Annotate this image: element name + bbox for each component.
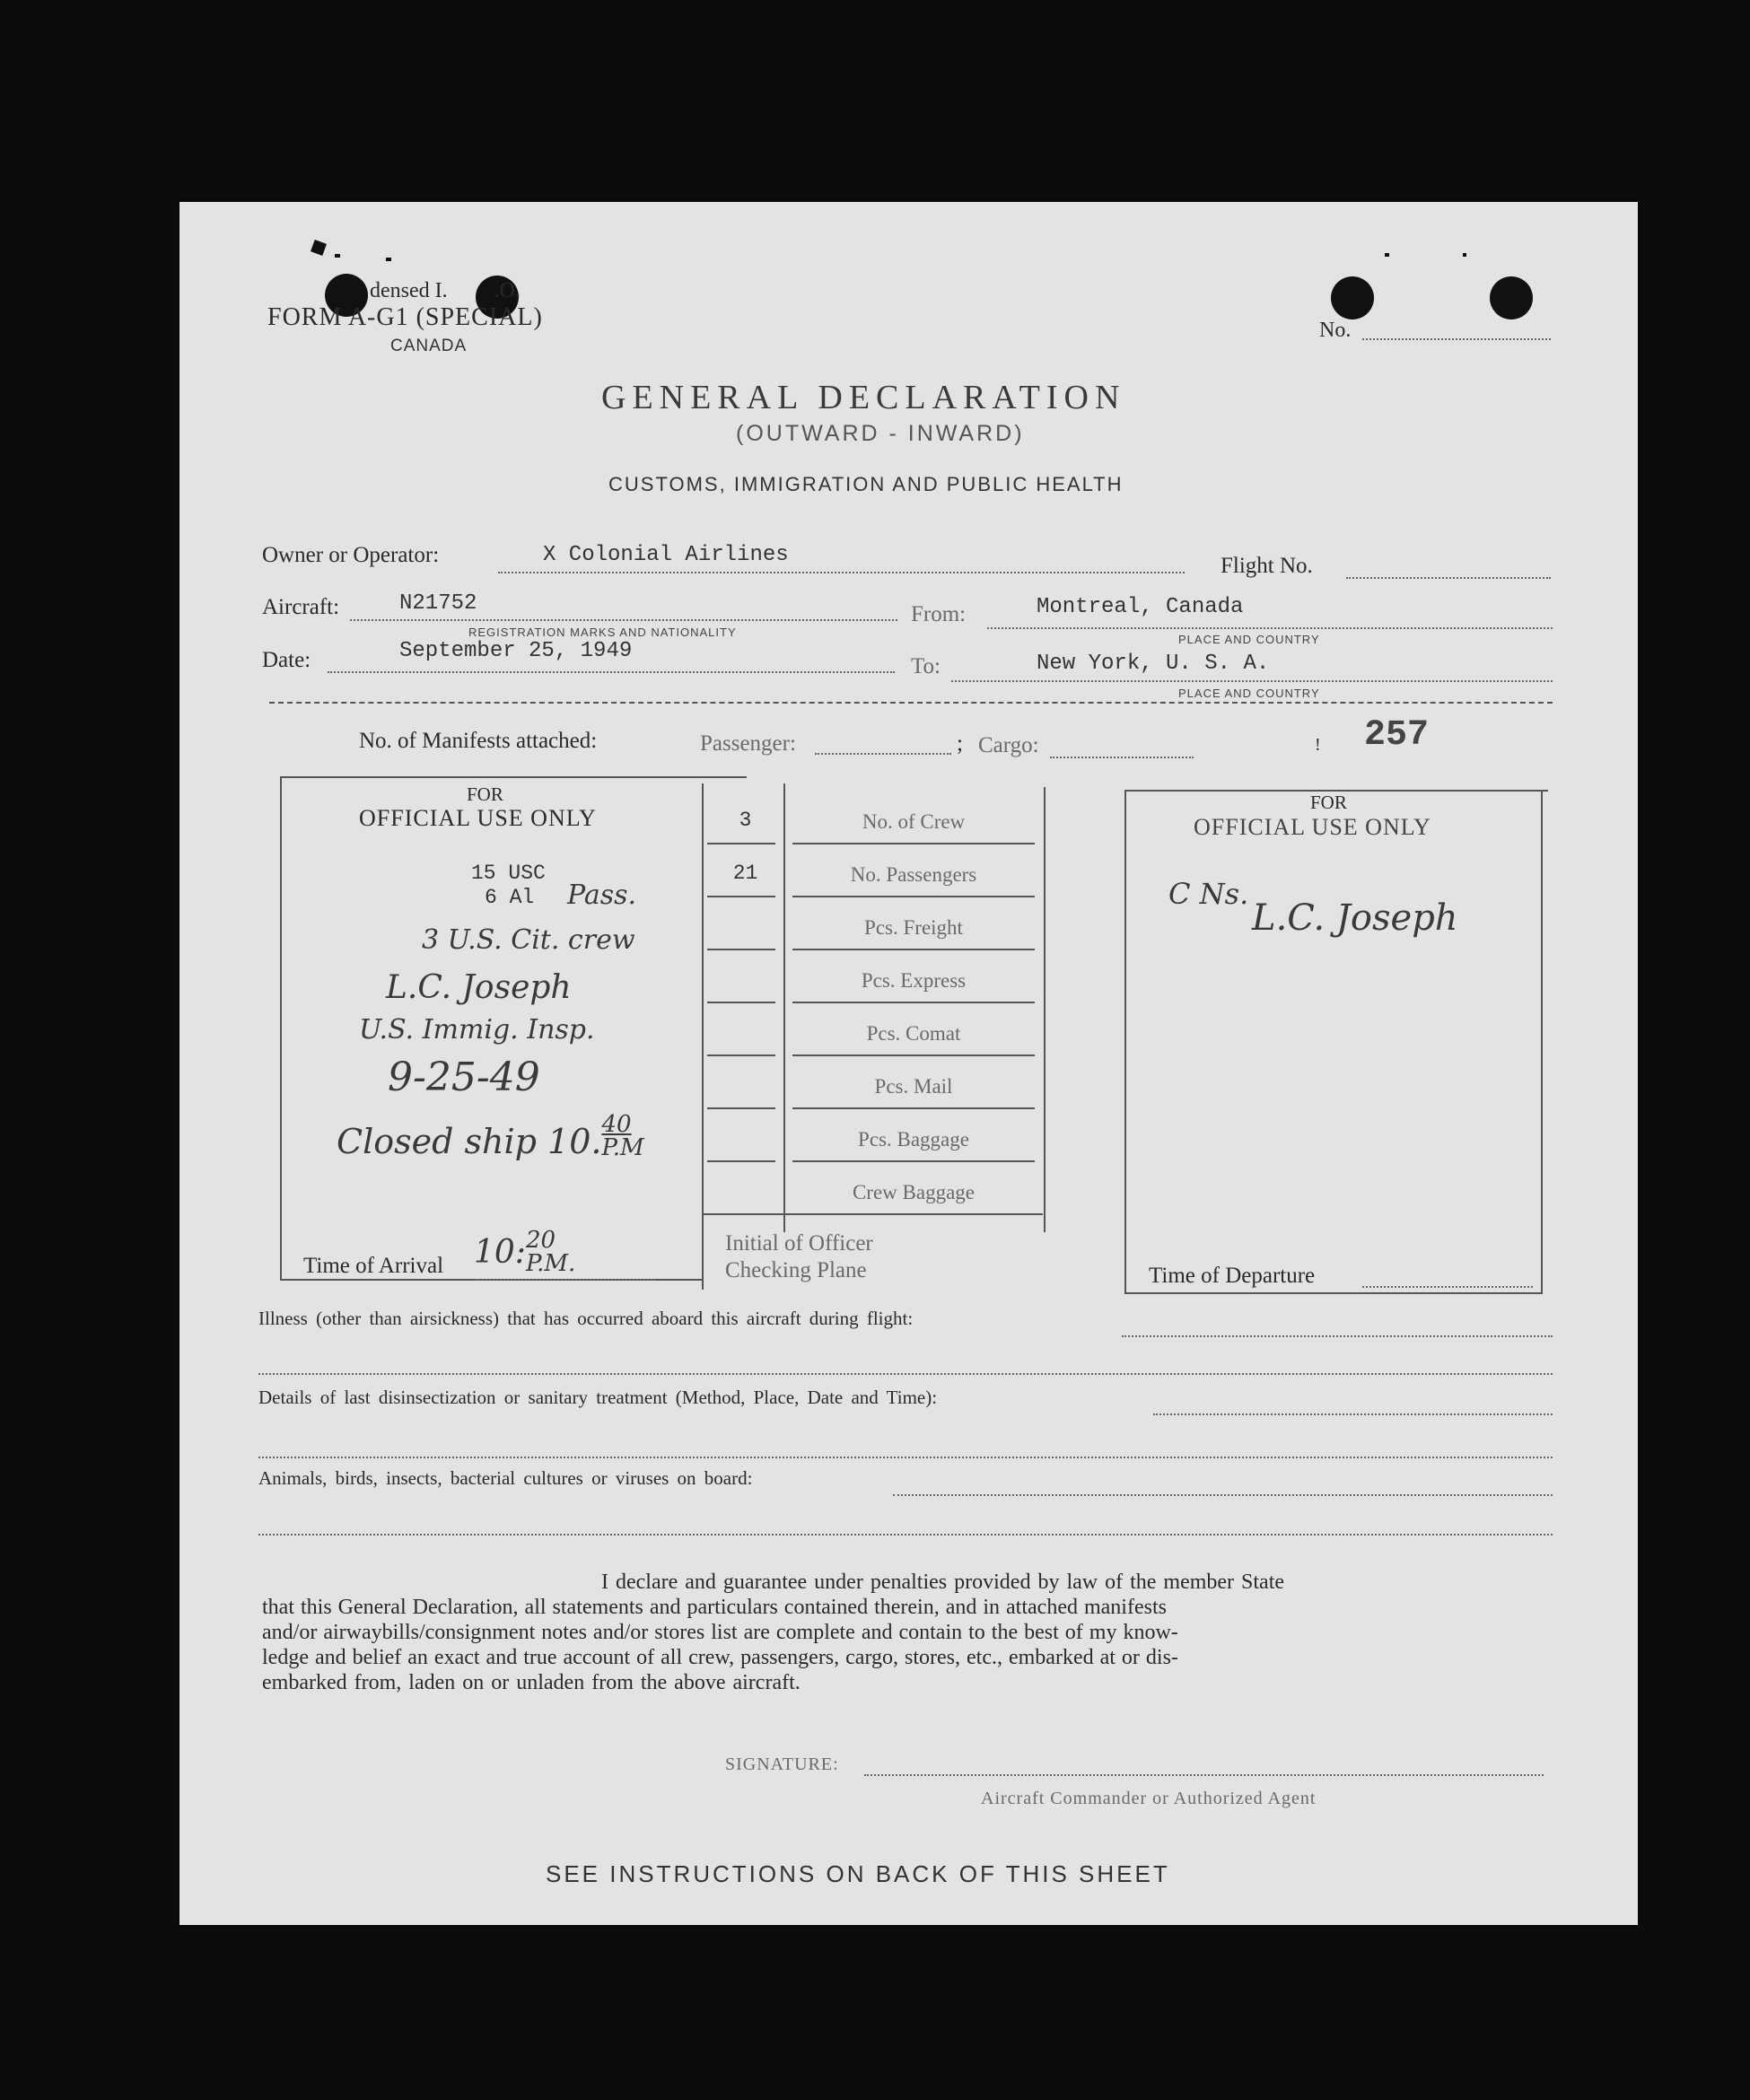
count-row: [707, 1073, 1044, 1126]
arrival-label: Time of Arrival: [303, 1254, 444, 1278]
arrival-ampm: P.M.: [525, 1250, 576, 1277]
section-divider: [269, 702, 1553, 704]
official-left-typed-2: 6 Al: [485, 886, 535, 909]
signature-label: SIGNATURE:: [725, 1754, 839, 1774]
passenger-manifest-field[interactable]: [815, 753, 951, 755]
signature-caption: Aircraft Commander or Authorized Agent: [981, 1789, 1317, 1808]
official-right-hand-1: C Ns.: [1168, 877, 1249, 911]
ink-speck: [1385, 253, 1389, 257]
count-row-rule: [792, 843, 1035, 844]
official-left-typed-1: 15 USC: [471, 862, 546, 885]
illness-label: Illness (other than airsickness) that has occurred aboard this aircraft during flight:: [258, 1308, 914, 1329]
count-value[interactable]: 3: [739, 809, 752, 832]
table-bottom-right: [1124, 1292, 1542, 1294]
to-label: To:: [911, 654, 941, 678]
animals-field[interactable]: [893, 1494, 1553, 1496]
official-left-hand-2: L.C. Joseph: [386, 969, 572, 1006]
stamp-number: 257: [1364, 715, 1430, 756]
count-row-rule: [707, 1002, 775, 1003]
form-code-line1: [370, 279, 521, 303]
closed-ship-text: Closed ship 10.: [337, 1122, 602, 1161]
count-row-rule: [707, 896, 775, 897]
form-code-text: densed I.: [370, 279, 448, 302]
count-row: [707, 1126, 1044, 1179]
manifest-separator: ;: [957, 731, 963, 756]
to-line: [951, 680, 1553, 682]
passenger-manifest-label: Passenger:: [700, 731, 796, 756]
counts-list: [707, 809, 1044, 1232]
count-label: No. of Crew: [862, 810, 966, 833]
count-label: Pcs. Baggage: [858, 1128, 969, 1151]
flight-field[interactable]: [1346, 577, 1551, 579]
table-right-edge: [1541, 790, 1543, 1294]
from-value[interactable]: Montreal, Canada: [1037, 595, 1244, 619]
declaration-line-3: and/or airwaybills/consignment notes and/or stores list are complete and contain to the best of my know-: [262, 1621, 1178, 1644]
count-row: [707, 967, 1044, 1020]
arrival-field: [476, 1279, 655, 1281]
arrival-hour: 10:: [474, 1234, 526, 1271]
count-row: [707, 1020, 1044, 1073]
form-number-field[interactable]: [1362, 338, 1551, 340]
form-code-text-b: .O.: [494, 279, 521, 302]
official-left-hand-5: [337, 1111, 644, 1161]
illness-field-2[interactable]: [258, 1373, 1553, 1375]
count-row-rule: [792, 1054, 1035, 1056]
official-right-hand-2: L.C. Joseph: [1252, 897, 1458, 939]
closed-ship-ampm: P.M: [601, 1134, 644, 1161]
from-caption: PLACE AND COUNTRY: [1178, 633, 1320, 646]
punch-hole: [1490, 276, 1533, 319]
manifests-label: No. of Manifests attached:: [359, 729, 598, 753]
count-row-rule: [707, 949, 775, 950]
count-row-rule: [792, 1002, 1035, 1003]
cargo-manifest-label: Cargo:: [978, 733, 1039, 757]
ink-speck: [1463, 253, 1466, 257]
count-label: No. Passengers: [850, 863, 977, 886]
signature-field[interactable]: [864, 1774, 1544, 1776]
departure-field[interactable]: [1362, 1286, 1533, 1288]
count-row: [707, 809, 1044, 862]
aircraft-value[interactable]: N21752: [399, 591, 477, 616]
count-row: [707, 862, 1044, 914]
count-label: Pcs. Express: [861, 969, 967, 992]
ink-speck: [335, 254, 340, 258]
count-row-rule: [707, 843, 775, 844]
declaration-line-5: embarked from, laden on or unladen from the above aircraft.: [262, 1671, 801, 1694]
declaration-line-2: that this General Declaration, all statements and particulars contained therein, and in attached manifests: [262, 1596, 1167, 1619]
count-row-rule: [792, 896, 1035, 897]
declaration-sheet: [179, 202, 1638, 1925]
disinsect-field[interactable]: [1153, 1413, 1553, 1415]
count-row-rule: [707, 1160, 775, 1162]
cargo-manifest-field[interactable]: [1050, 757, 1194, 758]
form-country: CANADA: [390, 337, 468, 355]
count-row: [707, 914, 1044, 967]
count-row-rule: [707, 1107, 775, 1109]
from-line: [987, 627, 1553, 629]
page-subtitle: (OUTWARD - INWARD): [736, 421, 1025, 446]
count-row: [707, 1179, 1044, 1232]
declaration-line-1: I declare and guarantee under penalties provided by law of the member State: [601, 1571, 1285, 1594]
arrival-minutes: 20: [525, 1227, 556, 1254]
disinsect-field-2[interactable]: [258, 1457, 1553, 1458]
form-code-line2: FORM A-G1 (SPECIAL): [267, 303, 543, 331]
official-left-hand-pass: Pass.: [567, 879, 637, 911]
initial-officer-line1: Initial of Officer: [725, 1231, 873, 1256]
aircraft-label: Aircraft:: [262, 595, 340, 619]
date-line: [328, 671, 895, 673]
footer-instructions: SEE INSTRUCTIONS ON BACK OF THIS SHEET: [546, 1860, 1170, 1887]
animals-field-2[interactable]: [258, 1534, 1553, 1536]
closed-ship-minutes: 40: [601, 1111, 632, 1138]
disinsect-label: Details of last disinsectization or sanitary treatment (Method, Place, Date and Time):: [258, 1387, 938, 1408]
owner-line: [498, 572, 1185, 573]
table-left-edge: [280, 776, 282, 1279]
count-label: Pcs. Comat: [866, 1022, 961, 1045]
official-left-hand-3: U.S. Immig. Insp.: [359, 1014, 595, 1046]
punch-hole: [1331, 276, 1374, 319]
animals-label: Animals, birds, insects, bacterial cultures or viruses on board:: [258, 1467, 753, 1489]
ink-speck: [311, 240, 327, 256]
form-number-label: No.: [1319, 319, 1352, 342]
owner-label: Owner or Operator:: [262, 543, 440, 567]
count-row-rule: [707, 1054, 775, 1056]
illness-field[interactable]: [1122, 1335, 1553, 1337]
page-subject: CUSTOMS, IMMIGRATION AND PUBLIC HEALTH: [608, 473, 1124, 495]
manifest-mark: !: [1315, 735, 1321, 755]
from-label: From:: [911, 602, 967, 626]
registration-caption: REGISTRATION MARKS AND NATIONALITY: [468, 626, 737, 639]
page-title: GENERAL DECLARATION: [601, 379, 1126, 416]
count-row-rule: [792, 1107, 1035, 1109]
arrival-value[interactable]: [474, 1227, 576, 1277]
official-left-title: OFFICIAL USE ONLY: [359, 805, 597, 831]
to-caption: PLACE AND COUNTRY: [1178, 687, 1320, 700]
owner-value[interactable]: X Colonial Airlines: [543, 543, 789, 567]
table-top-left: [280, 776, 747, 778]
count-value[interactable]: 21: [732, 862, 758, 885]
official-right-for: FOR: [1310, 792, 1347, 813]
date-label: Date:: [262, 648, 311, 672]
ink-speck: [386, 258, 391, 261]
date-value[interactable]: September 25, 1949: [399, 639, 633, 663]
count-row-rule: [702, 1213, 1043, 1215]
declaration-line-4: ledge and belief an exact and true account of all crew, passengers, cargo, stores, etc., embarked at or dis-: [262, 1646, 1178, 1669]
count-label: Crew Baggage: [852, 1181, 976, 1203]
table-divider-4: [1124, 790, 1126, 1292]
count-label: Pcs. Mail: [874, 1075, 953, 1098]
official-left-hand-4: 9-25-49: [388, 1054, 540, 1100]
aircraft-line: [350, 619, 897, 621]
initial-officer-line2: Checking Plane: [725, 1258, 867, 1282]
official-left-for: FOR: [467, 783, 503, 805]
to-value[interactable]: New York, U. S. A.: [1037, 652, 1270, 676]
official-left-hand-1: 3 U.S. Cit. crew: [422, 924, 635, 956]
official-right-title: OFFICIAL USE ONLY: [1194, 814, 1431, 840]
count-row-rule: [792, 1160, 1035, 1162]
flight-label: Flight No.: [1221, 554, 1313, 578]
table-divider-3: [1044, 787, 1046, 1232]
departure-label: Time of Departure: [1149, 1264, 1316, 1288]
count-row-rule: [792, 949, 1035, 950]
count-label: Pcs. Freight: [864, 916, 963, 939]
